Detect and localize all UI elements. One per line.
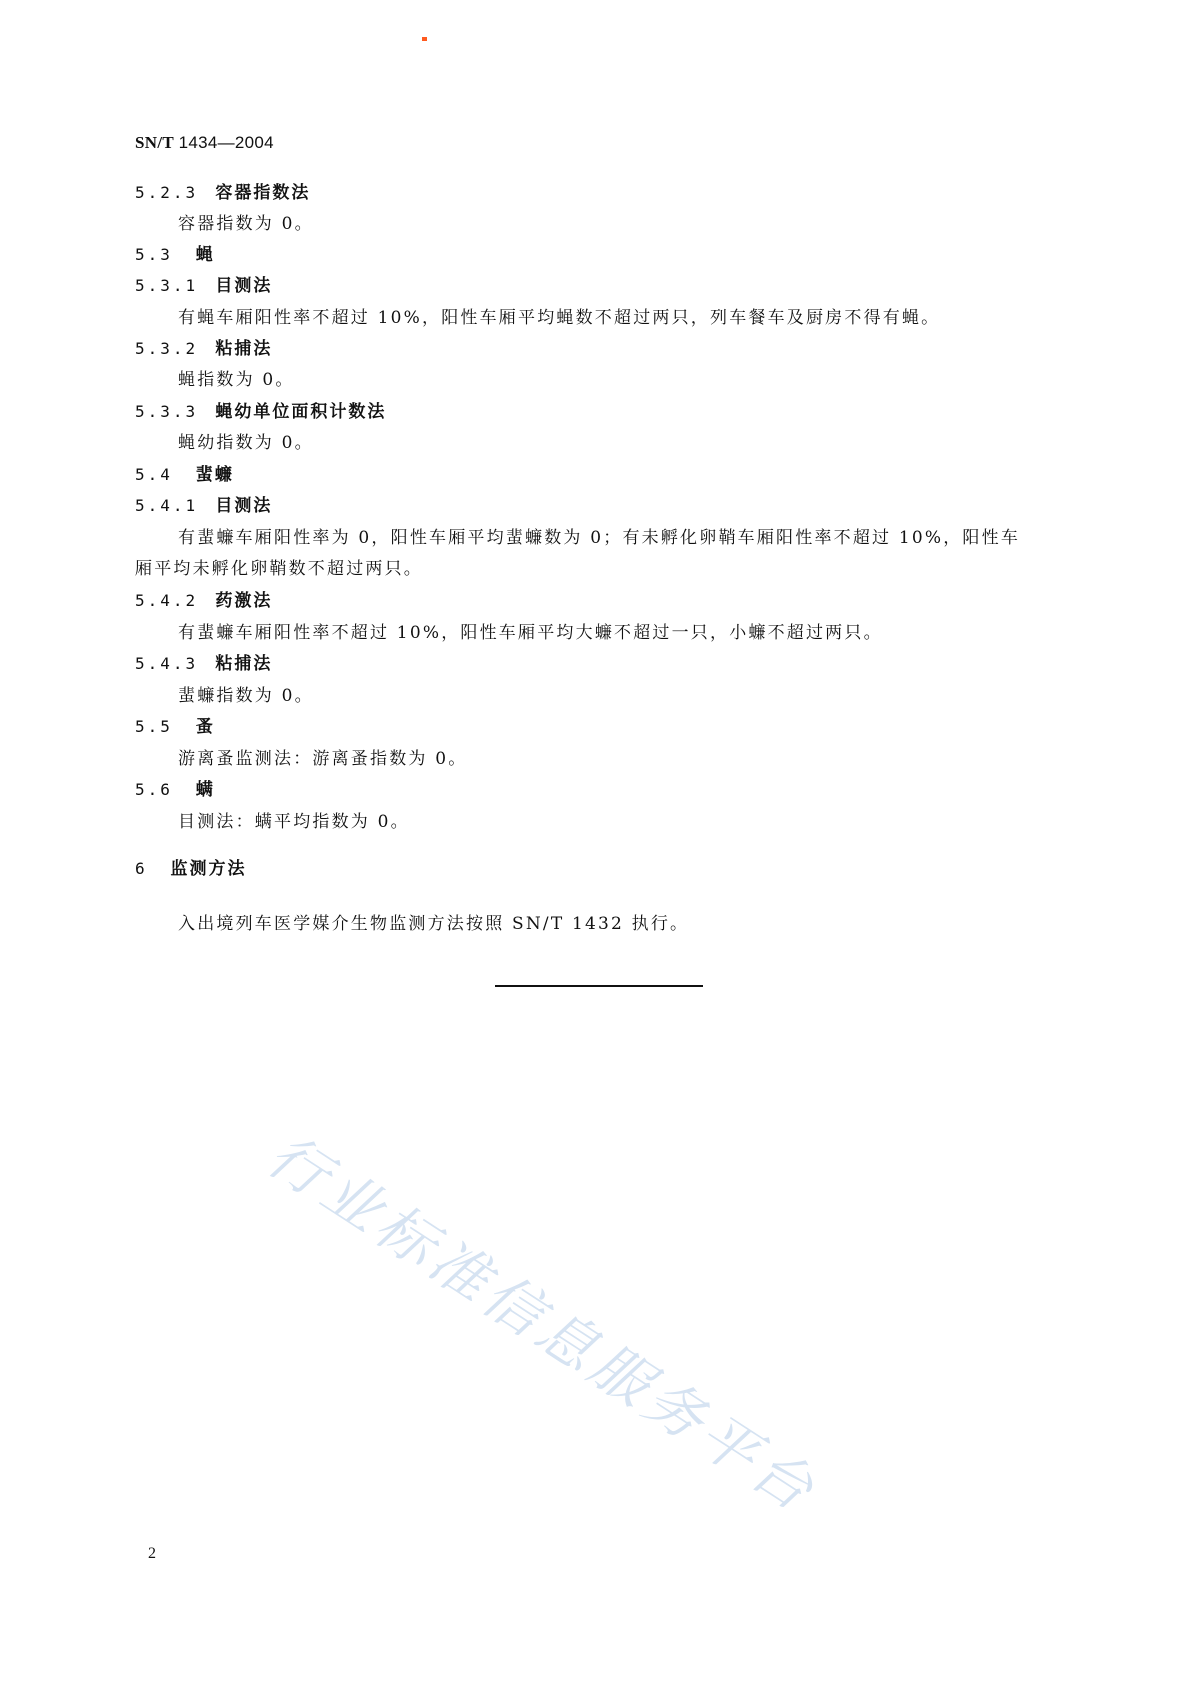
section-title: 蝇 <box>195 245 215 265</box>
page-number: 2 <box>148 1545 156 1562</box>
section-heading-5-6 <box>135 778 215 802</box>
end-rule <box>495 985 703 987</box>
section-number: 5.3.2 <box>135 339 199 358</box>
section-body-5-4-1-line-2: 厢平均未孵化卵鞘数不超过两只。 <box>135 559 423 579</box>
section-heading-5-2-3 <box>135 181 310 205</box>
section-number: 6 <box>135 859 148 878</box>
watermark: 行业标准信息服务平台 <box>255 1120 830 1527</box>
section-number: 5.4.1 <box>135 496 199 515</box>
section-title: 蝇幼单位面积计数法 <box>215 402 387 422</box>
section-number: 5.4.3 <box>135 654 199 673</box>
accent-mark <box>422 37 427 41</box>
section-heading-5-3-3 <box>135 400 386 424</box>
section-title: 药激法 <box>215 591 273 611</box>
section-title: 目测法 <box>215 276 273 296</box>
section-title: 容器指数法 <box>215 183 311 203</box>
section-heading-5-3 <box>135 243 215 267</box>
section-number: 5.4.2 <box>135 591 199 610</box>
section-number: 5.3.3 <box>135 402 199 421</box>
section-heading-5-4 <box>135 463 234 487</box>
section-heading-6 <box>135 857 247 881</box>
standard-header <box>135 133 274 153</box>
section-heading-5-3-1 <box>135 274 272 298</box>
section-heading-5-4-1 <box>135 494 272 518</box>
section-number: 5.4 <box>135 465 173 484</box>
section-body-5-4-1-line-1: 有蜚蠊车厢阳性率为 0，阳性车厢平均蜚蠊数为 0；有未孵化卵鞘车厢阳性率不超过 10%，阳性车 <box>178 528 1021 548</box>
section-body-5-5: 游离蚤监测法：游离蚤指数为 0。 <box>178 749 468 769</box>
section-body-5-3-1: 有蝇车厢阳性率不超过 10%，阳性车厢平均蝇数不超过两只，列车餐车及厨房不得有蝇。 <box>178 308 941 328</box>
section-number: 5.3 <box>135 245 173 264</box>
standard-prefix: SN/T <box>135 133 174 152</box>
section-title: 目测法 <box>215 496 273 516</box>
section-title: 蚤 <box>195 717 215 737</box>
section-number: 5.6 <box>135 780 173 799</box>
section-body-5-3-2: 蝇指数为 0。 <box>178 370 295 390</box>
section-body-5-6: 目测法：螨平均指数为 0。 <box>178 812 410 832</box>
section-title: 螨 <box>195 780 215 800</box>
section-heading-5-4-3 <box>135 652 272 676</box>
section-title: 蜚蠊 <box>195 465 234 485</box>
section-body-5-2-3: 容器指数为 0。 <box>178 214 314 234</box>
section-number: 5.5 <box>135 717 173 736</box>
section-body-5-4-2: 有蜚蠊车厢阳性率不超过 10%，阳性车厢平均大蠊不超过一只，小蠊不超过两只。 <box>178 623 883 643</box>
section-title: 监测方法 <box>170 859 247 879</box>
section-title: 粘捕法 <box>215 339 273 359</box>
section-heading-5-3-2 <box>135 337 272 361</box>
section-body-6: 入出境列车医学媒介生物监测方法按照 SN/T 1432 执行。 <box>178 914 690 934</box>
section-heading-5-5 <box>135 715 215 739</box>
section-title: 粘捕法 <box>215 654 273 674</box>
section-heading-5-4-2 <box>135 589 272 613</box>
section-number: 5.2.3 <box>135 183 199 202</box>
section-number: 5.3.1 <box>135 276 199 295</box>
standard-number: 1434—2004 <box>178 133 274 152</box>
section-body-5-4-3: 蜚蠊指数为 0。 <box>178 686 314 706</box>
section-body-5-3-3: 蝇幼指数为 0。 <box>178 433 314 453</box>
